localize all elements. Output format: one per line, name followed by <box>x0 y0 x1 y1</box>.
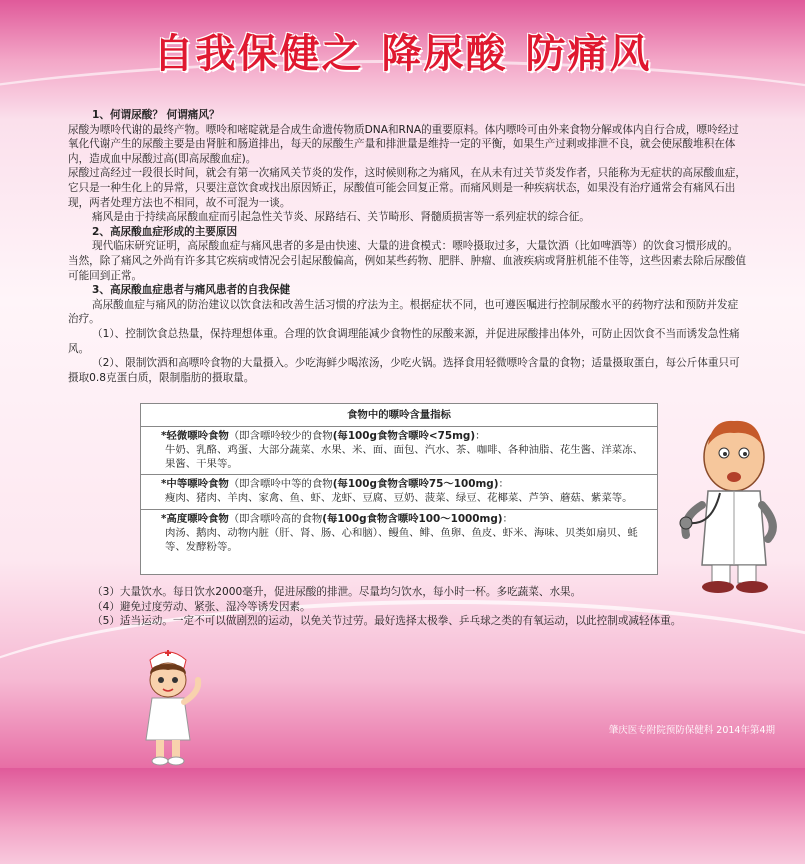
row-note: （即含嘌呤较少的食物 <box>228 430 333 442</box>
section3-paragraph: （1）、控制饮食总热量，保持理想体重。合理的饮食调理能减少食物性的尿酸来源，并促进尿酸排出体外，可防止因饮食不当而诱发急性痛风。 <box>68 327 740 355</box>
row-name: *高度嘌呤食物 <box>161 512 229 525</box>
row-name: *轻微嘌呤食物 <box>161 430 229 442</box>
table-row: *高度嘌呤食物（即含嘌呤高的食物(每100g食物含嘌呤100～1000mg)： 肉汤、鹅肉、动物内脏（肝、肾、肠、心和脑）、鳗鱼、鲱、鱼卵、鱼皮、虾米、海味、贝类如扇贝、蚝等、发酵粉等。 <box>141 510 657 557</box>
row-criteria: (每100g食物含嘌呤75～100mg) <box>332 478 499 491</box>
section1-paragraph: 尿酸为嘌呤代谢的最终产物。嘌呤和嘧啶就是合成生命遗传物质DNA和RNA的重要原料。体内嘌呤可由外来食物分解或体内自行合成，嘌呤经过氧化代谢产生的尿酸主要是由肾脏和肠道排出，每天的尿酸生产量和排泄量是维持一定的平衡，如果生产过剩或排泄不良，就会使尿酸堆积在体内，造成血中尿酸过高(即高尿酸血症)。 <box>68 123 739 165</box>
section1-paragraph: 尿酸过高经过一段很长时间，就会有第一次痛风关节炎的发作，这时候则称之为痛风，在从未有过关节炎发作者，只能称为无症状的高尿酸血症，它只是一种生化上的异常，只要注意饮食或找出原因矫正，尿酸值可能会回复正常。而痛风则是一种疾病状态，如果没有治疗通常会有痛风石出现，两者处理方法也不相同，故不可混为一谈。 <box>68 167 746 209</box>
section2-paragraph: 现代临床研究证明，高尿酸血症与痛风患者的多是由快速、大量的进食模式：嘌呤摄取过多，大量饮酒（比如啤酒等）的饮食习惯形成的。 <box>92 240 739 253</box>
purine-table <box>140 403 658 575</box>
section1-paragraph: 痛风是由于持续高尿酸血症而引起急性关节炎、尿路结石、关节畸形、肾髓质损害等一系列症状的综合征。 <box>92 211 590 224</box>
section3-paragraph: 高尿酸血症与痛风的防治建议以饮食法和改善生活习惯的疗法为主。根据症状不同，也可遵医嘱进行控制尿酸水平的药物疗法和预防并发症治疗。 <box>68 298 739 326</box>
row-criteria: (每100g食物含嘌呤<75mg) <box>332 430 476 442</box>
row-items: 肉汤、鹅肉、动物内脏（肝、肾、肠、心和脑）、鳗鱼、鲱、鱼卵、鱼皮、虾米、海味、贝类如扇贝、蚝等、发酵粉等。 <box>165 526 638 553</box>
section3-paragraph: （2）、限制饮酒和高嘌呤食物的大量摄入。少吃海鲜少喝浓汤，少吃火锅。选择食用轻微嘌呤含量的食物；适量摄取蛋白，每公斤体重只可摄取0.8克蛋白质，限制脂肪的摄取量。 <box>68 357 740 384</box>
bottom-paragraph: （4）避免过度劳动、紧张、湿冷等诱发因素。 <box>92 600 311 613</box>
nurse-cartoon-icon <box>128 640 208 768</box>
title-part3: 防痛风 <box>525 31 652 77</box>
bottom-paragraph: （3）大量饮水。每日饮水2000毫升，促进尿酸的排泄。尽量均匀饮水，每小时一杯。多吃蔬菜、水果。 <box>92 586 582 598</box>
table-header: 食物中的嘌呤含量指标 <box>141 404 657 427</box>
section3-heading: 3、高尿酸血症患者与痛风患者的自我保健 <box>92 284 291 297</box>
row-note: （即含嘌呤中等的食物 <box>228 478 333 491</box>
title-part1: 自我保健之 <box>153 31 364 77</box>
bottom-text <box>68 585 748 629</box>
row-items: 牛奶、乳酪、鸡蛋、大部分蔬菜、水果、米、面、面包、汽水、茶、咖啡、各种油脂、花生酱、洋菜冻、果酱、干果等。 <box>165 443 643 470</box>
section2-paragraph: 当然，除了痛风之外尚有许多其它疾病或情况会引起尿酸偏高，例如某些药物、肥胖、肿瘤、血液疾病或肾脏机能不佳等，这些因素去除后尿酸值可能回到正常。 <box>68 254 746 282</box>
title-part2: 降尿酸 <box>381 31 508 77</box>
section2-heading: 2、高尿酸血症形成的主要原因 <box>92 225 238 238</box>
doctor-cartoon-icon <box>672 405 792 595</box>
bottom-paragraph: （5）适当运动。一定不可以做剧烈的运动，以免关节过劳。最好选择太极拳、乒乓球之类的有氧运动，以此控制或减轻体重。 <box>92 615 682 628</box>
row-criteria: (每100g食物含嘌呤100～1000mg) <box>322 512 503 525</box>
table-row: *中等嘌呤食物（即含嘌呤中等的食物(每100g食物含嘌呤75～100mg)： 瘦肉、猪肉、羊肉、家禽、鱼、虾、龙虾、豆腐、豆奶、菠菜、绿豆、花椰菜、芦笋、蘑菇、紫菜等。 <box>141 475 657 510</box>
row-note: （即含嘌呤高的食物 <box>228 512 323 525</box>
table-row: *轻微嘌呤食物（即含嘌呤较少的食物(每100g食物含嘌呤<75mg)： 牛奶、乳酪、鸡蛋、大部分蔬菜、水果、米、面、面包、汽水、茶、咖啡、各种油脂、花生酱、洋菜冻、果酱、干果等。 <box>141 427 657 475</box>
section1-heading: 1、何谓尿酸？ 何谓痛风？ <box>92 109 220 121</box>
main-text <box>68 108 748 385</box>
footer-credit: 肇庆医专附院预防保健科 2014年第4期 <box>608 725 775 736</box>
poster-title <box>0 22 805 79</box>
row-name: *中等嘌呤食物 <box>161 478 229 491</box>
row-items: 瘦肉、猪肉、羊肉、家禽、鱼、虾、龙虾、豆腐、豆奶、菠菜、绿豆、花椰菜、芦笋、蘑菇、紫菜等。 <box>165 492 633 505</box>
